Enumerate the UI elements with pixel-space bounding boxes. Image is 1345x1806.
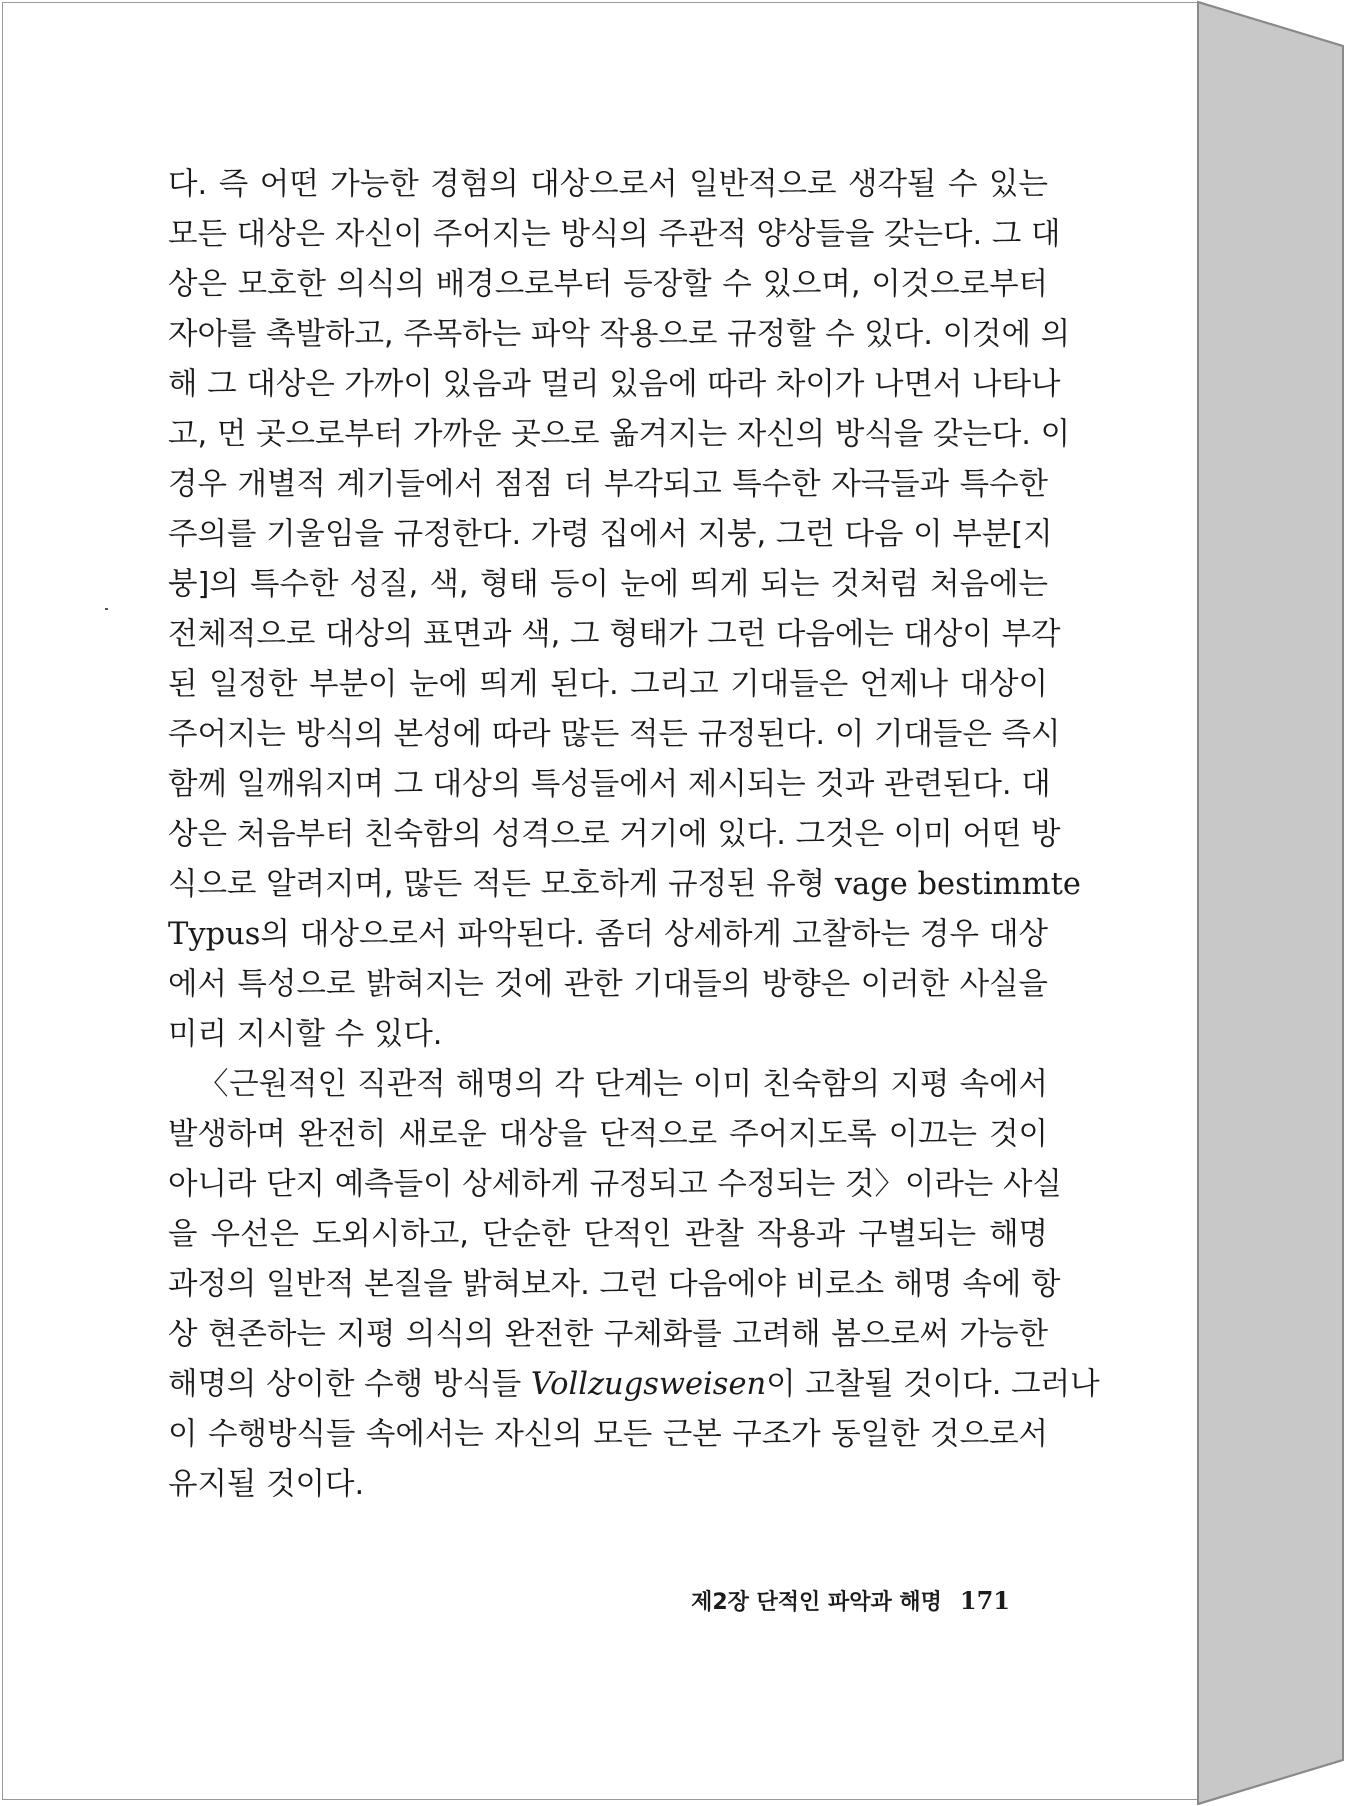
text-line: 미리 지시할 수 있다. — [168, 1017, 443, 1052]
text-line — [168, 860, 1081, 910]
book-edge — [1195, 0, 1345, 1806]
scan-speck — [105, 608, 108, 610]
text-line: 자아를 촉발하고, 주목하는 파악 작용으로 규정할 수 있다. 이것에 의 — [168, 317, 1071, 352]
text-line: 아니라 단지 예측들이 상세하게 규정되고 수정되는 것〉이라는 사실 — [168, 1167, 1062, 1202]
text-line: 전체적으로 대상의 표면과 색, 그 형태가 그런 다음에는 대상이 부각 — [168, 617, 1061, 652]
text-line: 경우 개별적 계기들에서 점점 더 부각되고 특수한 자극들과 특수한 — [168, 467, 1048, 502]
text-line: 에서 특성으로 밝혀지는 것에 관한 기대들의 방향은 이러한 사실을 — [168, 967, 1048, 1002]
text-line: 함께 일깨워지며 그 대상의 특성들에서 제시되는 것과 관련된다. 대 — [168, 767, 1051, 802]
german-term: vage bestimmte — [834, 867, 1081, 902]
line-text: 이 고찰될 것이다. 그러나 — [766, 1367, 1100, 1402]
line-text: 식으로 알려지며, 많든 적든 모호하게 규정된 유형 — [168, 867, 826, 902]
text-line: 〈근원적인 직관적 해명의 각 단계는 이미 친숙함의 지평 속에서 — [198, 1067, 1048, 1102]
german-term: Vollzugsweisen — [530, 1367, 767, 1402]
text-line: 모든 대상은 자신이 주어지는 방식의 주관적 양상들을 갖는다. 그 대 — [168, 217, 1061, 252]
text-line: 주의를 기울임을 규정한다. 가령 집에서 지붕, 그런 다음 이 부분[지 — [168, 517, 1053, 552]
text-line: 해 그 대상은 가까이 있음과 멀리 있음에 따라 차이가 나면서 나타나 — [168, 367, 1061, 402]
paragraph-2 — [168, 1060, 1100, 1510]
chapter-title: 제2장 단적인 파악과 해명 — [691, 1590, 942, 1615]
text-line: 된 일정한 부분이 눈에 띄게 된다. 그리고 기대들은 언제나 대상이 — [168, 667, 1048, 702]
body-text — [168, 160, 1100, 1510]
text-line — [168, 910, 1048, 960]
text-line: 발생하며 완전히 새로운 대상을 단적으로 주어지도록 이끄는 것이 — [168, 1117, 1048, 1152]
line-text: 해명의 상이한 수행 방식들 — [168, 1367, 522, 1402]
text-line: 상은 모호한 의식의 배경으로부터 등장할 수 있으며, 이것으로부터 — [168, 267, 1048, 302]
text-line: 유지될 것이다. — [168, 1467, 365, 1502]
text-line: 과정의 일반적 본질을 밝혀보자. 그런 다음에야 비로소 해명 속에 항 — [168, 1267, 1061, 1302]
text-line: 이 수행방식들 속에서는 자신의 모든 근본 구조가 동일한 것으로서 — [168, 1417, 1048, 1452]
text-line: 을 우선은 도외시하고, 단순한 단적인 관찰 작용과 구별되는 해명 — [168, 1217, 1048, 1252]
text-line: 다. 즉 어떤 가능한 경험의 대상으로서 일반적으로 생각될 수 있는 — [168, 167, 1048, 202]
text-line — [168, 1360, 1100, 1410]
running-footer — [670, 1585, 1010, 1616]
german-term: Typus — [168, 917, 261, 952]
page-number: 171 — [959, 1586, 1010, 1615]
text-line: 주어지는 방식의 본성에 따라 많든 적든 규정된다. 이 기대들은 즉시 — [168, 717, 1061, 752]
text-line: 고, 먼 곳으로부터 가까운 곳으로 옮겨지는 자신의 방식을 갖는다. 이 — [168, 417, 1071, 452]
line-text: 의 대상으로서 파악된다. 좀더 상세하게 고찰하는 경우 대상 — [260, 917, 1048, 952]
text-line: 붕]의 특수한 성질, 색, 형태 등이 눈에 띄게 되는 것처럼 처음에는 — [168, 567, 1048, 602]
paragraph-1 — [168, 160, 1081, 1060]
text-line: 상은 처음부터 친숙함의 성격으로 거기에 있다. 그것은 이미 어떤 방 — [168, 817, 1061, 852]
text-line: 상 현존하는 지평 의식의 완전한 구체화를 고려해 봄으로써 가능한 — [168, 1317, 1048, 1352]
